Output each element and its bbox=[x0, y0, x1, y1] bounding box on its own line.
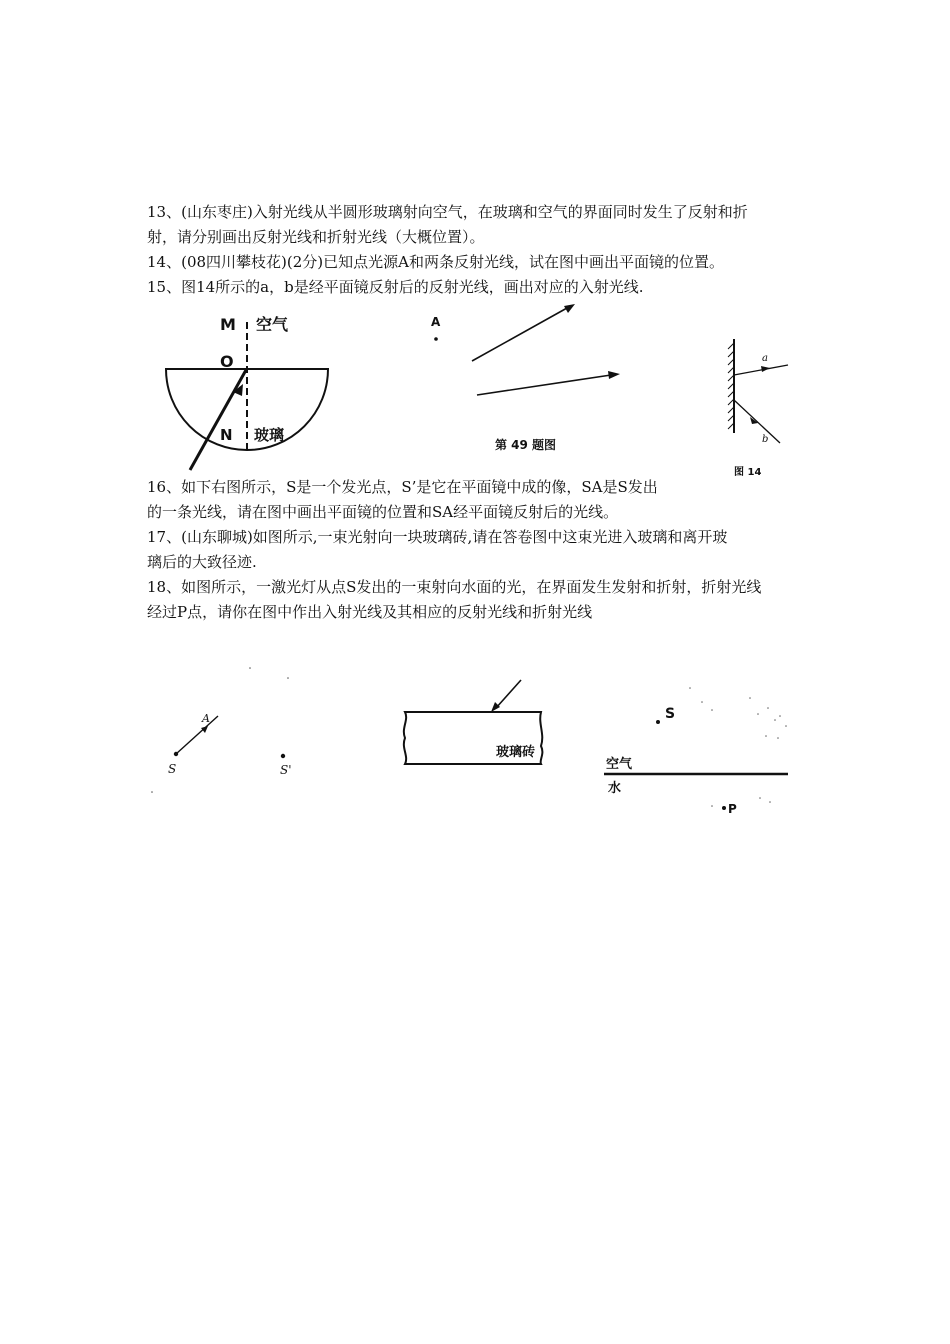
label-A: A bbox=[431, 315, 441, 329]
q13-line2: 射，请分别画出反射光线和折射光线（大概位置）。 bbox=[147, 228, 485, 246]
label-N: N bbox=[220, 426, 233, 444]
q13-line1: 13、(山东枣庄)入射光线从半圆形玻璃射向空气，在玻璃和空气的界面同时发生了反射和折 bbox=[147, 203, 748, 221]
q14-text: 14、(08四川攀枝花)(2分)已知点光源A和两条反射光线，试在图中画出平面镜的位置。 bbox=[147, 253, 724, 271]
label-glass: 玻璃 bbox=[254, 426, 285, 444]
q18-line1: 18、如图所示，一激光灯从点S发出的一束射向水面的光，在界面发生发射和折射，折射光线 bbox=[147, 578, 762, 596]
figure-16-source-image bbox=[150, 660, 310, 800]
label-S: S bbox=[168, 762, 177, 776]
label-air: 空气 bbox=[256, 315, 289, 334]
label-a: a bbox=[762, 353, 768, 364]
q18-line2: 经过P点，请你在图中作出入射光线及其相应的反射光线和折射光线 bbox=[147, 603, 593, 621]
label-M: M bbox=[220, 315, 236, 334]
q17-line1: 17、(山东聊城)如图所示,一束光射向一块玻璃砖,请在答卷图中这束光进入玻璃和离开玻 bbox=[147, 528, 728, 546]
label-A: A bbox=[202, 712, 210, 725]
label-water: 水 bbox=[608, 781, 622, 796]
figure-13-semicircle-glass bbox=[160, 312, 340, 477]
label-glass-brick: 玻璃砖 bbox=[496, 745, 536, 760]
figure-18-air-water bbox=[600, 680, 800, 820]
label-b: b bbox=[762, 434, 769, 445]
caption-49: 第 49 题图 bbox=[495, 438, 557, 452]
figure-14-mirror bbox=[722, 335, 802, 480]
label-P: P bbox=[728, 802, 737, 816]
caption-14: 图 14 bbox=[734, 467, 762, 478]
figure-17-glass-brick bbox=[395, 672, 555, 772]
label-air: 空气 bbox=[606, 757, 633, 772]
label-O: O bbox=[220, 352, 234, 371]
q17-line2: 璃后的大致径迹. bbox=[147, 553, 257, 571]
q16-line2: 的一条光线，请在图中画出平面镜的位置和SA经平面镜反射后的光线。 bbox=[147, 503, 619, 521]
label-S-prime: S' bbox=[280, 763, 292, 777]
q16-line1: 16、如下右图所示，S是一个发光点，S’是它在平面镜中成的像，SA是S发出 bbox=[147, 478, 658, 496]
q15-text: 15、图14所示的a，b是经平面镜反射后的反射光线，画出对应的入射光线. bbox=[147, 278, 644, 296]
label-S: S bbox=[665, 706, 676, 722]
figure-49-point-source bbox=[425, 298, 625, 458]
